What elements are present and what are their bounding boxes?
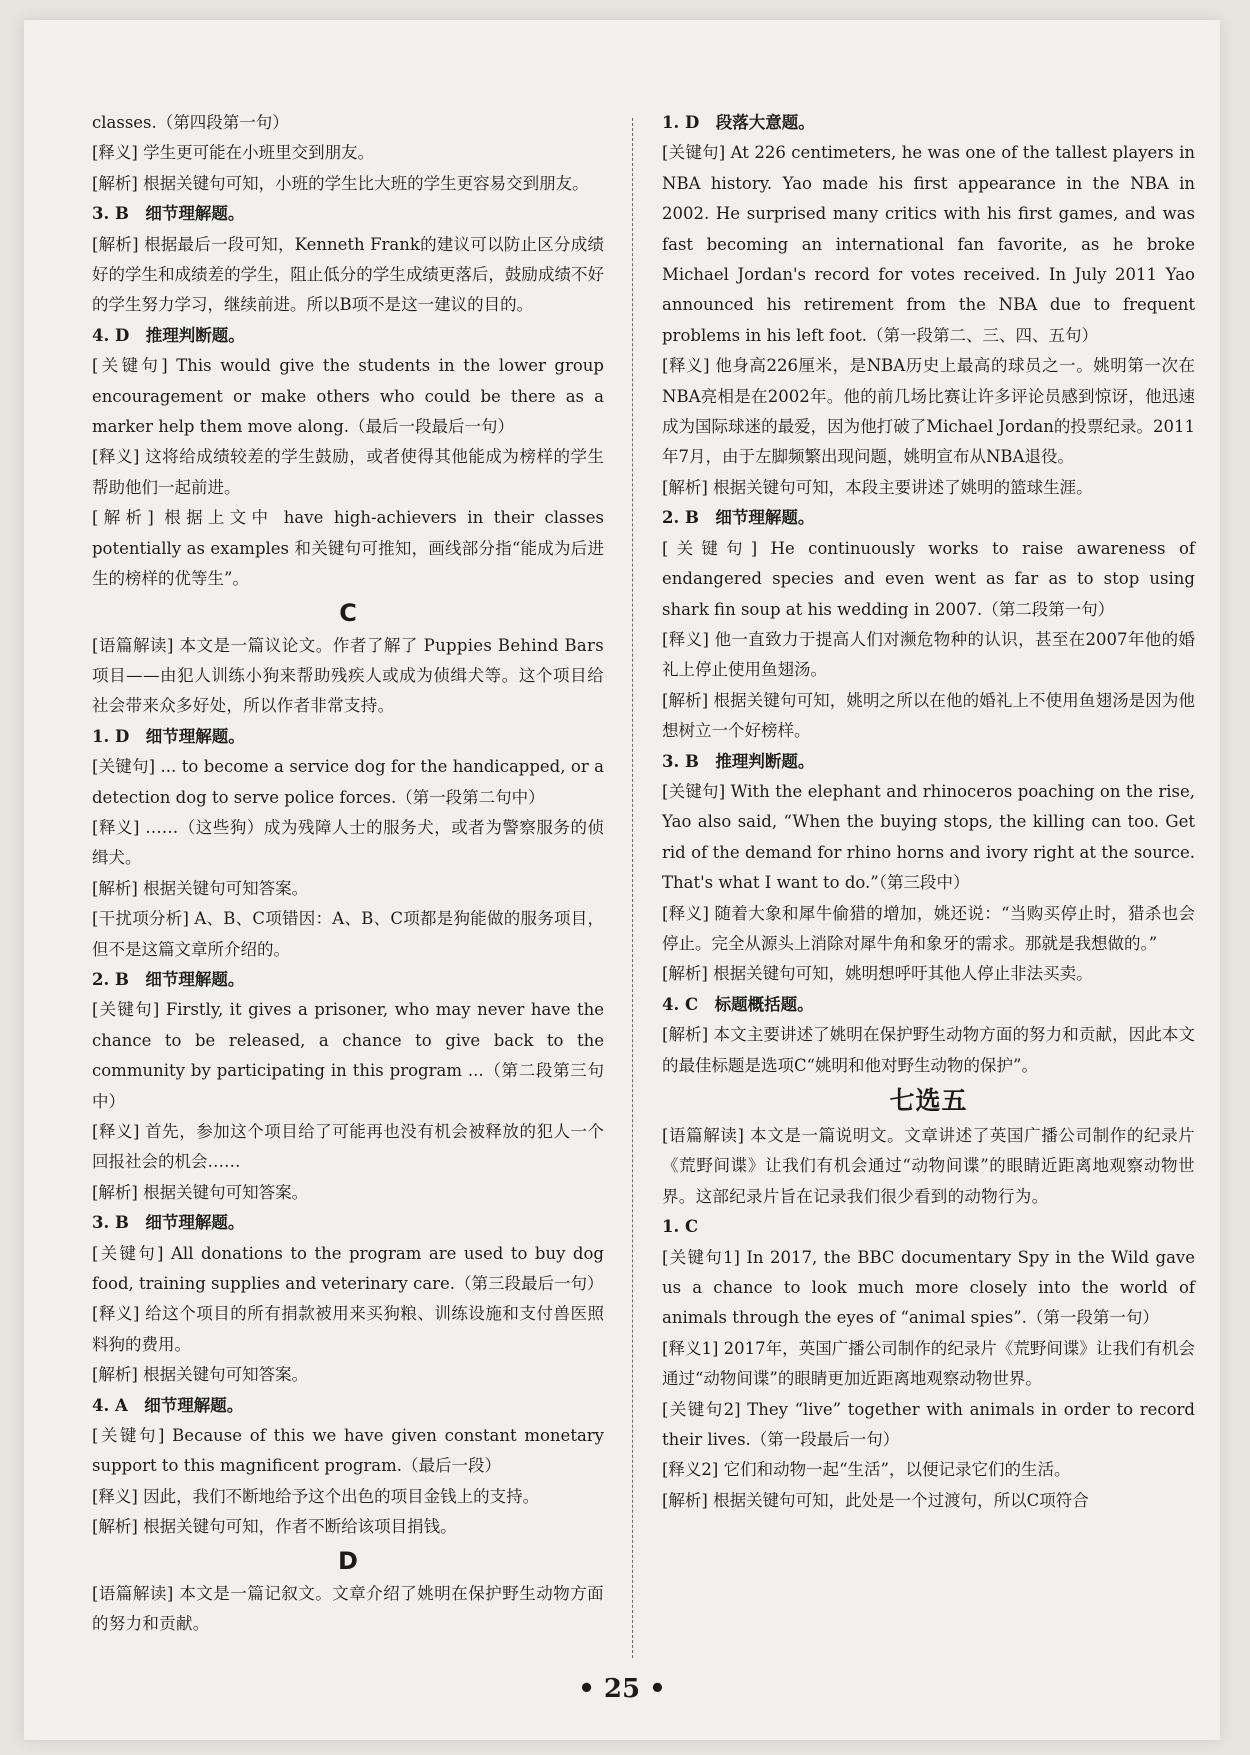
passage-reading-paragraph: [语篇解读] 本文是一篇记叙文。文章介绍了姚明在保护野生动物方面的努力和贡献。 [92,1583,604,1634]
question-heading: 4. C 标题概括题。 [662,994,814,1014]
analysis-paragraph: [解析] 根据上文中 have high-achievers in their classes potentially as examples 和关键句可推知，画线部分指“能成为后进生的榜样的优等生”。 [92,508,604,589]
section-heading: C [339,598,357,627]
question-heading: 2. B 细节理解题。 [92,969,245,989]
question-heading: 4. A 细节理解题。 [92,1395,244,1415]
translation-paragraph: [释义] 给这个项目的所有捐款被用来买狗粮、训练设施和支付兽医照料狗的费用。 [92,1304,604,1354]
key-sentence-paragraph: [关键句] He continuously works to raise awareness of endangered species and even went as far as to stop using shark fin soup at his wedding in 2007.（第二段第一句） [662,538,1195,619]
question-heading: 3. B 细节理解题。 [92,204,245,224]
question-heading: 4. D 推理判断题。 [92,325,245,345]
page-number: • 25 • [578,1674,666,1704]
analysis-paragraph: [解析] 根据关键句可知，作者不断给该项目捐钱。 [92,1517,457,1537]
question-heading: 3. B 细节理解题。 [92,1213,245,1233]
analysis-paragraph: [解析] 根据关键句可知答案。 [92,878,309,898]
text-paragraph: classes.（第四段第一句） [92,113,289,132]
analysis-paragraph: [解析] 根据关键句可知答案。 [92,1182,309,1202]
question-heading: 3. B 推理判断题。 [662,751,815,771]
question-heading: 2. B 细节理解题。 [662,508,815,528]
section-heading: 七选五 [889,1086,968,1115]
translation-paragraph: [释义] 随着大象和犀牛偷猎的增加，姚还说：“当购买停止时，猎杀也会停止。完全从源头上消除对犀牛角和象牙的需求。那就是我想做的。” [662,903,1195,953]
analysis-paragraph: [解析] 根据关键句可知，本段主要讲述了姚明的篮球生涯。 [662,477,1093,497]
column-divider [632,118,633,1658]
key-sentence-paragraph: [关键句] This would give the students in the lower group encouragement or make others who could be there as a marker help them move along.（最后一段最后一句） [92,356,604,437]
translation-paragraph: [释义] 因此，我们不断地给予这个出色的项目金钱上的支持。 [92,1486,540,1506]
key-sentence-paragraph: [关键句] With the elephant and rhinoceros poaching on the rise, Yao also said, “When the buying stops, the killing can too. Get rid of the demand for rhino horns and ivory right at the source. That's what I want to do.”（第三段中） [662,781,1195,893]
left-column [92,108,604,1640]
translation-paragraph: [释义1] 2017年，英国广播公司制作的纪录片《荒野间谍》让我们有机会通过“动物间谍”的眼睛更加近距离地观察动物世界。 [662,1338,1195,1389]
key-sentence-paragraph: [关键句] At 226 centimeters, he was one of the tallest players in NBA history. Yao made his first appearance in the NBA in 2002. He surprised many critics with his first games, and was fast becoming an international fan favorite, as he broke Michael Jordan's record for votes received. In July 2011 Yao announced his retirement from the NBA due to frequent problems in his left foot.（第一段第二、三、四、五句） [662,143,1195,345]
distractor-analysis-paragraph: [干扰项分析] A、B、C项错因：A、B、C项都是狗能做的服务项目，但不是这篇文章所介绍的。 [92,909,604,959]
analysis-paragraph: [解析] 根据关键句可知答案。 [92,1365,309,1385]
translation-paragraph: [释义] 学生更可能在小班里交到朋友。 [92,143,375,163]
document-page [24,20,1220,1740]
key-sentence-paragraph: [关键句] ... to become a service dog for the handicapped, or a detection dog to serve police forces.（第一段第二句中） [92,757,604,807]
translation-paragraph: [释义] 他一直致力于提高人们对濒危物种的认识，甚至在2007年他的婚礼上停止使用鱼翅汤。 [662,629,1195,680]
analysis-paragraph: [解析] 根据最后一段可知，Kenneth Frank的建议可以防止区分成绩好的学生和成绩差的学生，阻止低分的学生成绩更落后，鼓励成绩不好的学生努力学习，继续前进。所以B项不是这一建议的目的。 [92,234,604,315]
analysis-paragraph: [解析] 根据关键句可知，小班的学生比大班的学生更容易交到朋友。 [92,173,589,193]
analysis-paragraph: [解析] 本文主要讲述了姚明在保护野生动物方面的努力和贡献，因此本文的最佳标题是选项C“姚明和他对野生动物的保护”。 [662,1025,1195,1075]
key-sentence-paragraph: [关键句] All donations to the program are used to buy dog food, training supplies and veterinary care.（第三段最后一句） [92,1243,604,1294]
section-heading: D [338,1546,358,1575]
translation-paragraph: [释义] 他身高226厘米，是NBA历史上最高的球员之一。姚明第一次在NBA亮相是在2002年。他的前几场比赛让许多评论员感到惊讶，他迅速成为国际球迷的最爱，因为他打破了Michael Jordan的投票纪录。2011年7月，由于左脚频繁出现问题，姚明宣布从NBA退役。 [662,356,1195,467]
translation-paragraph: [释义2] 它们和动物一起“生活”，以便记录它们的生活。 [662,1460,1071,1480]
analysis-paragraph: [解析] 根据关键句可知，姚明之所以在他的婚礼上不使用鱼翅汤是因为他想树立一个好榜样。 [662,690,1195,741]
right-column [662,108,1195,1516]
passage-reading-paragraph: [语篇解读] 本文是一篇说明文。文章讲述了英国广播公司制作的纪录片《荒野间谍》让我们有机会通过“动物间谍”的眼睛近距离地观察动物世界。这部纪录片旨在记录我们很少看到的动物行为。 [662,1126,1195,1206]
passage-reading-paragraph: [语篇解读] 本文是一篇议论文。作者了解了 Puppies Behind Bars项目——由犯人训练小狗来帮助残疾人或成为侦缉犬等。这个项目给社会带来众多好处，所以作者非常支持。 [92,635,604,716]
key-sentence-paragraph: [关键句2] They “live” together with animals in order to record their lives.（第一段最后一句） [662,1399,1195,1450]
translation-paragraph: [释义] 首先，参加这个项目给了可能再也没有机会被释放的犯人一个回报社会的机会…… [92,1122,604,1172]
key-sentence-paragraph: [关键句1] In 2017, the BBC documentary Spy in the Wild gave us a chance to look much more closely into the world of animals through the eyes of “animal spies”.（第一段第一句） [662,1247,1195,1328]
translation-paragraph: [释义] 这将给成绩较差的学生鼓励，或者使得其他能成为榜样的学生帮助他们一起前进。 [92,447,604,497]
question-heading: 1. C [662,1217,699,1237]
analysis-paragraph: [解析] 根据关键句可知，此处是一个过渡句，所以C项符合 [662,1490,1089,1510]
key-sentence-paragraph: [关键句] Firstly, it gives a prisoner, who may never have the chance to be released, a chance to give back to the community by participating in this program ...（第二段第三句中） [92,1000,604,1111]
translation-paragraph: [释义] ……（这些狗）成为残障人士的服务犬，或者为警察服务的侦缉犬。 [92,817,604,868]
key-sentence-paragraph: [关键句] Because of this we have given constant monetary support to this magnificent program.（最后一段） [92,1426,604,1476]
question-heading: 1. D 细节理解题。 [92,726,245,746]
analysis-paragraph: [解析] 根据关键句可知，姚明想呼吁其他人停止非法买卖。 [662,964,1093,984]
question-heading: 1. D 段落大意题。 [662,113,815,132]
